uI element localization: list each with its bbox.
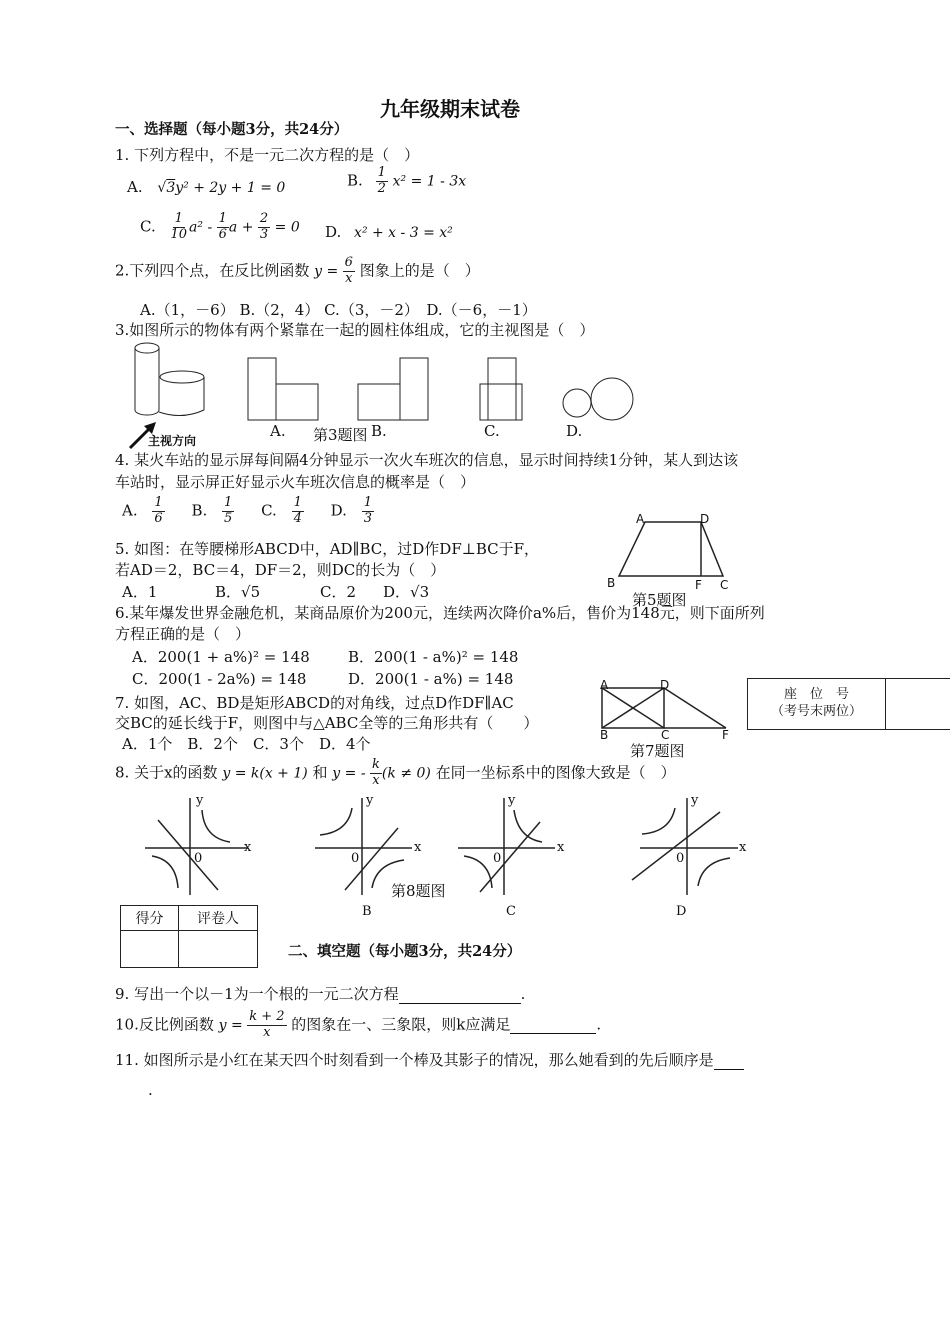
q3-opt-c: C. xyxy=(484,422,500,440)
q4-a-den: 6 xyxy=(154,510,163,526)
q1-option-d: D. x² + x - 3 = x² xyxy=(325,223,453,241)
seat-number-hint: （考号末两位） xyxy=(770,704,862,719)
seat-number-field[interactable] xyxy=(886,679,950,729)
q1-option-a: A. √3y² + 2y + 1 = 0 xyxy=(127,178,286,196)
q4-options xyxy=(122,496,374,527)
q11-text: 11. 如图所示是小红在某天四个时刻看到一个棒及其影子的情况，那么她看到的先后顺序是 xyxy=(115,1051,714,1069)
score-cell[interactable] xyxy=(121,931,179,968)
q8-d-y-label: y xyxy=(691,793,699,808)
q1-c-label: C. xyxy=(140,217,156,236)
q7-label-d: D xyxy=(660,678,670,692)
seat-number-box xyxy=(747,678,950,730)
q9-answer-blank[interactable] xyxy=(399,985,521,1004)
q8-a-y-label: y xyxy=(196,793,204,808)
q8-c-origin: 0 xyxy=(493,851,502,866)
q4-stem-line2: 车站时，显示屏正好显示火车班次信息的概率是（ ） xyxy=(115,473,476,491)
q7-stem-line2: 交BC的延长线于F，则图中与△ABC全等的三角形共有（ ） xyxy=(115,714,539,732)
q8-label-d: D xyxy=(676,904,687,919)
q2-stem: 2.下列四个点，在反比例函数 y = $\frac{6}{x}$ 图象上的是（ ） xyxy=(115,255,480,286)
q8-label-b: B xyxy=(362,904,372,919)
q4-stem-line1: 4. 某火车站的显示屏每间隔4分钟显示一次火车班次的信息，显示时间持续1分钟，某人到达该 xyxy=(115,451,739,469)
q5-stem-line2: 若AD＝2，BC＝4，DF＝2，则DC的长为（ ） xyxy=(115,561,446,579)
q8-caption: 第8题图 xyxy=(391,882,446,900)
q5-caption: 第5题图 xyxy=(632,591,687,609)
q10-pre: 10.反比例函数 xyxy=(115,1015,214,1034)
q7-label-f: F xyxy=(722,728,729,742)
score-table xyxy=(120,905,258,968)
q6-option-b: B．200(1 - a%)² = 148 xyxy=(348,648,519,666)
q3-opt-a: A. xyxy=(270,422,286,440)
q2-stem-post: 图象上的是（ ） xyxy=(359,261,480,280)
q11-stem xyxy=(115,1051,744,1070)
q1-option-c: C. $\frac{1}{10}$ a² - $\frac{1}{6}$ a + $\frac{2}{3}$ = 0 xyxy=(140,211,300,242)
q8-label-c: C xyxy=(506,904,516,919)
q8-and: 和 xyxy=(312,763,328,782)
q1-d-label: D. xyxy=(325,223,342,241)
q4-b-den: 5 xyxy=(224,510,233,526)
q1-a-label: A. xyxy=(127,178,143,196)
q7-label-c: C xyxy=(661,728,670,742)
q11-answer-blank[interactable] xyxy=(714,1051,744,1070)
view-direction-label: 主视方向 xyxy=(148,434,197,448)
q2-options: A.（1，－6） B.（2，4） C.（3，－2） D.（－6，－1） xyxy=(140,301,537,319)
grader-header: 评卷人 xyxy=(179,906,258,931)
q4-b-num: 1 xyxy=(224,495,233,510)
q6-option-d: D．200(1 - a%) = 148 xyxy=(348,670,514,688)
q6-stem-line2: 方程正确的是（ ） xyxy=(115,625,251,643)
q4-c-den: 4 xyxy=(293,510,302,526)
q5-option-d: D．√3 xyxy=(383,583,430,601)
q3-opt-b: B. xyxy=(371,422,387,440)
q5-option-a: A．1 xyxy=(122,583,158,601)
q7-options: A．1个 B．2个 C．3个 D．4个 xyxy=(122,735,371,753)
q7-caption: 第7题图 xyxy=(630,742,685,760)
page-title: 九年级期末试卷 xyxy=(380,97,520,121)
q4-a-num: 1 xyxy=(154,495,163,510)
q8-b-x-label: x xyxy=(414,840,422,855)
q4-c-num: 1 xyxy=(293,495,302,510)
q8-func-1: y = k(x + 1) xyxy=(222,765,308,782)
q8-graph-d xyxy=(632,798,738,895)
q4-c-label: C. xyxy=(261,501,277,520)
q8-graph-a xyxy=(145,798,248,895)
q5-label-d: D xyxy=(700,512,710,526)
q9-stem: 9. 写出一个以－1为一个根的一元二次方程 . xyxy=(115,985,526,1003)
q8-c-x-label: x xyxy=(557,840,565,855)
q8-stem-post: 在同一坐标系中的图像大致是（ ） xyxy=(435,763,676,782)
q4-d-num: 1 xyxy=(363,495,372,510)
q10-stem: 10.反比例函数 y = $\frac{k + 2}{x}$ 的图象在一、三象限，则k应满足 . xyxy=(115,1009,602,1040)
q3-stem: 3.如图所示的物体有两个紧靠在一起的圆柱体组成，它的主视图是（ ） xyxy=(115,321,595,339)
q2-stem-pre: 2.下列四个点，在反比例函数 xyxy=(115,261,310,280)
q5-label-b: B xyxy=(607,576,616,590)
q9-text: 9. 写出一个以－1为一个根的一元二次方程 xyxy=(115,985,399,1003)
q7-label-b: B xyxy=(600,728,609,742)
q4-d-label: D. xyxy=(330,501,347,520)
q5-label-c: C xyxy=(720,578,729,592)
q10-answer-blank[interactable] xyxy=(510,1015,596,1034)
q8-d-x-label: x xyxy=(739,840,747,855)
q8-graph-b xyxy=(315,798,412,895)
q4-a-label: A. xyxy=(122,501,138,520)
q7-label-a: A xyxy=(600,678,609,692)
q8-b-y-label: y xyxy=(366,793,374,808)
section-2-heading: 二、填空题（每小题3分，共24分） xyxy=(288,943,522,960)
q5-label-a: A xyxy=(636,512,645,526)
q6-stem-line1: 6.某年爆发世界金融危机，某商品原价为200元，连续两次降价a%后，售价为148元，则下面所列 xyxy=(115,604,765,622)
q11-period: . xyxy=(148,1081,153,1099)
q8-b-origin: 0 xyxy=(351,851,360,866)
q8-stem: 8. 关于x的函数 y = k(x + 1) 和 y = - $\frac{k}{x}$ (k ≠ 0) 在同一坐标系中的图像大致是（ ） xyxy=(115,757,676,788)
q8-d-origin: 0 xyxy=(676,851,685,866)
q6-option-a: A．200(1 + a%)² = 148 xyxy=(132,648,310,666)
q8-graph-c xyxy=(458,798,555,895)
grader-cell[interactable] xyxy=(179,931,258,968)
q8-a-x-label: x xyxy=(244,840,252,855)
q7-stem-line1: 7. 如图，AC、BD是矩形ABCD的对角线，过点D作DF∥AC xyxy=(115,694,514,712)
q8-c-y-label: y xyxy=(508,793,516,808)
q10-post: 的图象在一、三象限，则k应满足 xyxy=(291,1015,511,1034)
q5-stem-line1: 5. 如图：在等腰梯形ABCD中，AD∥BC，过D作DF⊥BC于F， xyxy=(115,540,540,558)
q1-option-b: B. $\frac{1}{2}$ x² = 1 - 3x xyxy=(347,165,467,196)
q3-caption: 第3题图 xyxy=(313,426,368,444)
q3-opt-d: D. xyxy=(566,422,583,440)
score-header: 得分 xyxy=(121,906,179,931)
q5-label-f: F xyxy=(695,578,702,592)
q6-option-c: C．200(1 - 2a%) = 148 xyxy=(132,670,307,688)
q5-option-b: B．√5 xyxy=(215,583,261,601)
q4-d-den: 3 xyxy=(363,510,372,526)
q1-stem: 1. 下列方程中，不是一元二次方程的是（ ） xyxy=(115,146,420,164)
q5-option-c: C．2 xyxy=(320,583,357,601)
section-1-heading: 一、选择题（每小题3分，共24分） xyxy=(115,121,349,138)
q8-stem-pre: 8. 关于x的函数 xyxy=(115,763,218,782)
seat-number-label: 座 位 号 xyxy=(783,687,849,703)
q4-b-label: B. xyxy=(191,501,208,520)
q8-a-origin: 0 xyxy=(194,851,203,866)
q1-b-label: B. xyxy=(347,171,363,190)
